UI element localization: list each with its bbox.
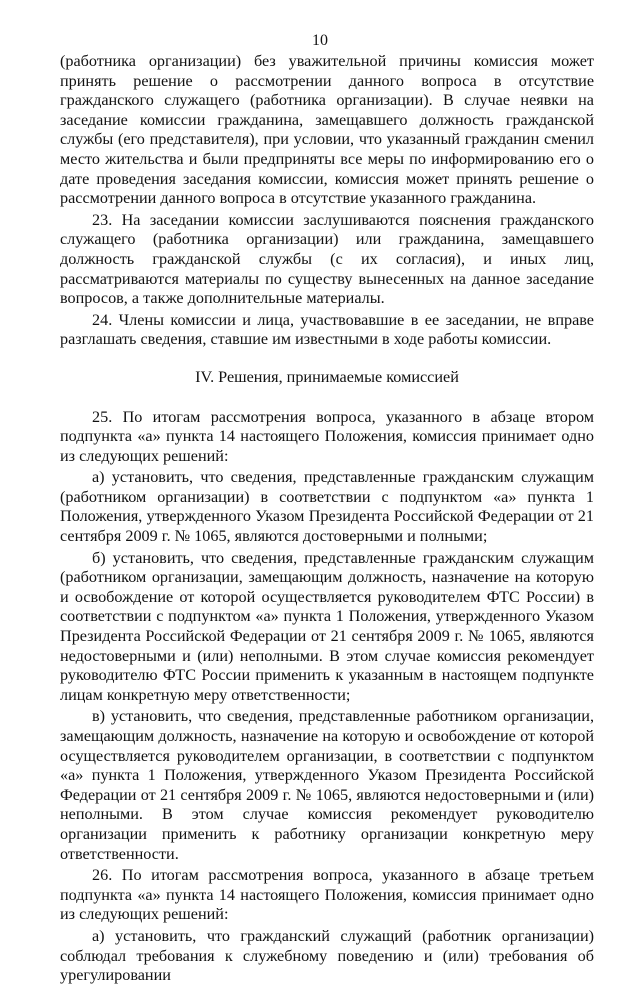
paragraph-23: 23. На заседании комиссии заслушиваются пояснения гражданского служащего (работника организации) или гражданина, замещавшего должность гражданской службы (с их согласия), и иных лиц, рассматриваются материалы по существу вынесенных на данное заседание вопросов, а также дополнительные материалы.: [60, 210, 594, 308]
paragraph-24: 24. Члены комиссии и лица, участвовавшие в ее заседании, не вправе разглашать сведения, ставшие им известными в ходе работы комиссии.: [60, 310, 594, 349]
paragraph-25: 25. По итогам рассмотрения вопроса, указанного в абзаце втором подпункта «а» пункта 14 настоящего Положения, комиссия принимает одно из следующих решений:: [60, 407, 594, 465]
paragraph-25-b: б) установить, что сведения, представленные гражданским служащим (работником организации, замещающим должность, назначение на которую и освобождение от которой осуществляется руководителем ФТС России) в соответствии с подпунктом «а» пункта 1 Положения, утвержденного Указом Президента Российской Федерации от 21 сентября 2009 г. № 1065, являются недостоверными и (или) неполными. В этом случае комиссия рекомендует руководителю ФТС России применить к указанным в настоящем подпункте лицам конкретную меру ответственности;: [60, 548, 594, 704]
paragraph-26: 26. По итогам рассмотрения вопроса, указанного в абзаце третьем подпункта «а» пункта 14 настоящего Положения, комиссия принимает одно из следующих решений:: [60, 866, 594, 924]
paragraph-continuation: (работника организации) без уважительной причины комиссия может принять решение о рассмотрении данного вопроса в отсутствие гражданского служащего (работника организации). В случае неявки на заседание комиссии гражданина, замещавшего должность гражданской службы (его представителя), при условии, что указанный гражданин сменил место жительства и были предприняты все меры по информированию его о дате проведения заседания комиссии, комиссия может принять решение о рассмотрении данного вопроса в отсутствие указанного гражданина.: [60, 52, 594, 208]
paragraph-26-a: а) установить, что гражданский служащий (работник организации) соблюдал требования к служебному поведению и (или) требования об урегулировании: [60, 926, 594, 985]
page-body: [60, 52, 594, 986]
paragraph-25-v: в) установить, что сведения, представленные работником организации, замещающим должность, назначение на которую и освобождение от которой осуществляется руководителем организации, в соответствии с подпунктом «а» пункта 1 Положения, утвержденного Указом Президента Российской Федерации от 21 сентября 2009 г. № 1065, являются недостоверными и (или) неполными. В этом случае комиссия рекомендует руководителю организации применить к работнику организации конкретную меру ответственности.: [60, 707, 594, 863]
page-number: 10: [312, 32, 328, 49]
section-heading: IV. Решения, принимаемые комиссией: [195, 367, 459, 386]
paragraph-25-a: а) установить, что сведения, представленные гражданским служащим (работником организации) в соответствии с подпунктом «а» пункта 1 Положения, утвержденного Указом Президента Российской Федерации от 21 сентября 2009 г. № 1065, являются достоверными и полными;: [60, 468, 594, 546]
